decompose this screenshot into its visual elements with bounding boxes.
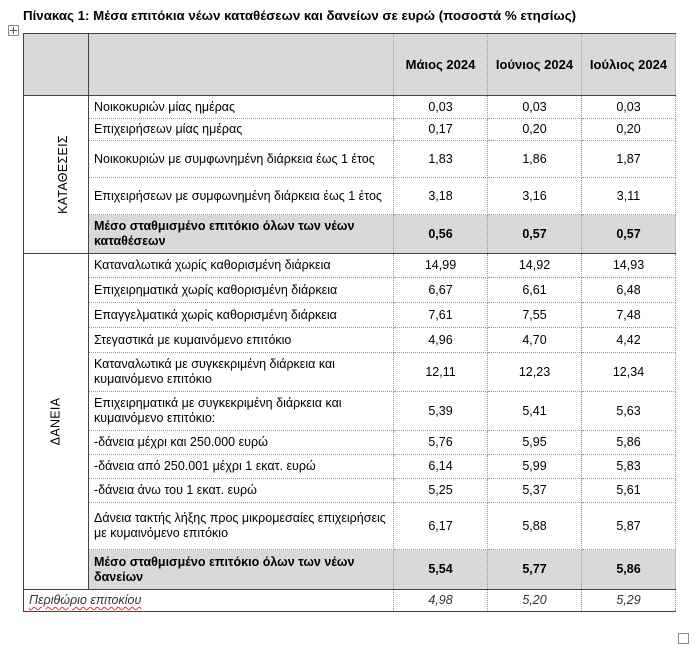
value-june: 5,41 <box>488 392 582 431</box>
row-label: Στεγαστικά με κυμαινόμενο επιτόκιο <box>89 328 394 353</box>
value-may: 6,14 <box>394 455 488 479</box>
value-may: 7,61 <box>394 303 488 328</box>
value-july: 14,93 <box>582 254 676 278</box>
row-label: Επιχειρήσεων μίας ημέρας <box>89 119 394 141</box>
value-june: 5,95 <box>488 431 582 455</box>
value-june: 5,77 <box>488 550 582 590</box>
row-label: Επαγγελματικά χωρίς καθορισμένη διάρκεια <box>89 303 394 328</box>
value-may: 5,39 <box>394 392 488 431</box>
value-may: 0,17 <box>394 119 488 141</box>
value-july: 1,87 <box>582 141 676 178</box>
row-label: Δάνεια τακτής λήξης προς μικρομεσαίες επιχειρήσεις με κυμαινόμενο επιτόκιο <box>89 503 394 550</box>
row-label: Νοικοκυριών με συμφωνημένη διάρκεια έως 1 έτος <box>89 141 394 178</box>
value-july: 6,48 <box>582 278 676 303</box>
row-label: -δάνεια άνω του 1 εκατ. ευρώ <box>89 479 394 503</box>
value-june: 14,92 <box>488 254 582 278</box>
value-july: 0,57 <box>582 215 676 254</box>
row-label: -δάνεια από 250.001 μέχρι 1 εκατ. ευρώ <box>89 455 394 479</box>
header-corner <box>24 34 89 96</box>
value-july: 5,87 <box>582 503 676 550</box>
value-may: 4,96 <box>394 328 488 353</box>
value-may: 5,54 <box>394 550 488 590</box>
table-row <box>24 96 676 119</box>
deposits-section-label: ΚΑΤΑΘΕΣΕΙΣ <box>24 96 89 254</box>
header-row <box>24 34 676 96</box>
header-july: Ιούλιος 2024 <box>582 34 676 96</box>
row-label: Μέσο σταθμισμένο επιτόκιο όλων των νέων δανείων <box>89 550 394 590</box>
row-label: Νοικοκυριών μίας ημέρας <box>89 96 394 119</box>
value-may: 1,83 <box>394 141 488 178</box>
value-may: 6,17 <box>394 503 488 550</box>
value-july: 0,03 <box>582 96 676 119</box>
row-label: -δάνεια μέχρι και 250.000 ευρώ <box>89 431 394 455</box>
table-row <box>24 278 676 303</box>
value-july: 5,61 <box>582 479 676 503</box>
header-blank <box>89 34 394 96</box>
table-row <box>24 455 676 479</box>
deposits-total-row <box>24 215 676 254</box>
table-caption: Πίνακας 1: Μέσα επιτόκια νέων καταθέσεων και δανείων σε ευρώ (ποσοστά % ετησίως) <box>23 8 577 23</box>
table-row <box>24 178 676 215</box>
value-june: 12,23 <box>488 353 582 392</box>
value-july: 0,20 <box>582 119 676 141</box>
value-may: 14,99 <box>394 254 488 278</box>
row-label: Καταναλωτικά με συγκεκριμένη διάρκεια και κυμαινόμενο επιτόκιο <box>89 353 394 392</box>
row-label: Επιχειρήσεων με συμφωνημένη διάρκεια έως 1 έτος <box>89 178 394 215</box>
table-row <box>24 392 676 431</box>
value-june: 3,16 <box>488 178 582 215</box>
value-may: 6,67 <box>394 278 488 303</box>
value-july: 7,48 <box>582 303 676 328</box>
loans-section-label: ΔΑΝΕΙΑ <box>24 254 89 590</box>
value-june: 5,20 <box>488 590 582 612</box>
row-label: Επιχειρηματικά χωρίς καθορισμένη διάρκεια <box>89 278 394 303</box>
table-row <box>24 119 676 141</box>
value-june: 5,99 <box>488 455 582 479</box>
value-may: 3,18 <box>394 178 488 215</box>
row-label: Επιχειρηματικά με συγκεκριμένη διάρκεια και κυμαινόμενο επιτόκιο: <box>89 392 394 431</box>
table-row <box>24 503 676 550</box>
row-label: Καταναλωτικά χωρίς καθορισμένη διάρκεια <box>89 254 394 278</box>
value-june: 0,03 <box>488 96 582 119</box>
table-move-handle-icon[interactable] <box>8 25 19 36</box>
value-may: 0,56 <box>394 215 488 254</box>
value-june: 1,86 <box>488 141 582 178</box>
value-may: 0,03 <box>394 96 488 119</box>
value-june: 5,88 <box>488 503 582 550</box>
value-june: 5,37 <box>488 479 582 503</box>
row-label: Μέσο σταθμισμένο επιτόκιο όλων των νέων καταθέσεων <box>89 215 394 254</box>
value-july: 3,11 <box>582 178 676 215</box>
value-july: 4,42 <box>582 328 676 353</box>
table-row <box>24 431 676 455</box>
loans-total-row <box>24 550 676 590</box>
margin-row <box>24 590 676 612</box>
value-may: 5,76 <box>394 431 488 455</box>
table-resize-handle-icon[interactable] <box>678 633 689 644</box>
table-row <box>24 254 676 278</box>
margin-label: Περιθώριο επιτοκίου <box>24 590 394 612</box>
table-row <box>24 328 676 353</box>
value-june: 0,57 <box>488 215 582 254</box>
value-may: 4,98 <box>394 590 488 612</box>
table-row <box>24 479 676 503</box>
value-july: 12,34 <box>582 353 676 392</box>
interest-rates-table <box>23 33 676 612</box>
value-july: 5,29 <box>582 590 676 612</box>
value-june: 7,55 <box>488 303 582 328</box>
value-june: 6,61 <box>488 278 582 303</box>
value-july: 5,86 <box>582 431 676 455</box>
value-june: 4,70 <box>488 328 582 353</box>
header-june: Ιούνιος 2024 <box>488 34 582 96</box>
value-july: 5,63 <box>582 392 676 431</box>
header-may: Μάιος 2024 <box>394 34 488 96</box>
value-june: 0,20 <box>488 119 582 141</box>
table-row <box>24 141 676 178</box>
value-may: 5,25 <box>394 479 488 503</box>
value-july: 5,83 <box>582 455 676 479</box>
value-july: 5,86 <box>582 550 676 590</box>
table-row <box>24 303 676 328</box>
table-row <box>24 353 676 392</box>
value-may: 12,11 <box>394 353 488 392</box>
